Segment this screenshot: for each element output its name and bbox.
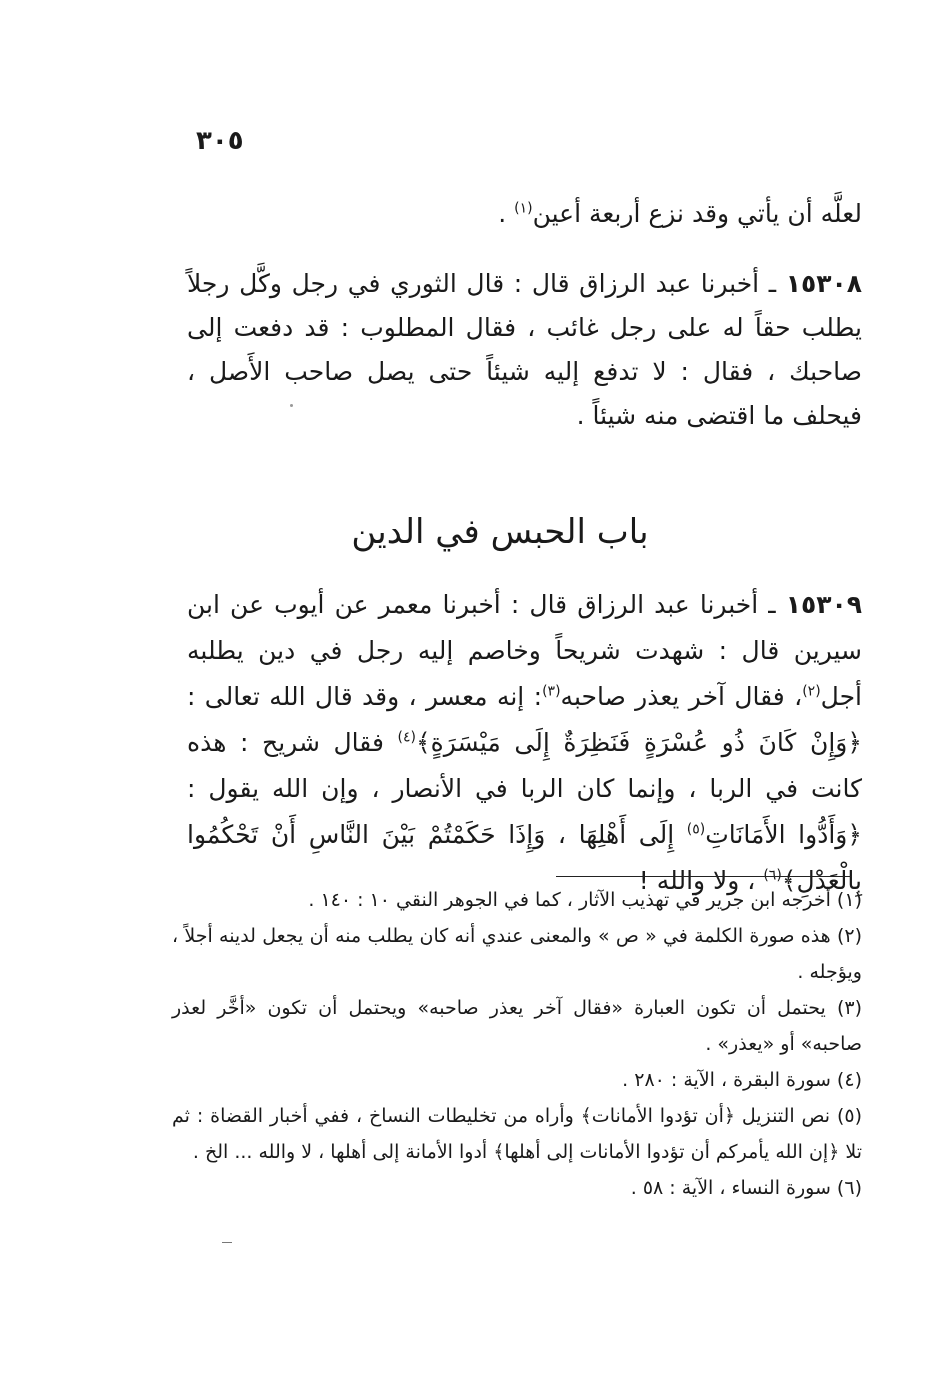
entry-15308 bbox=[187, 262, 862, 438]
footnote-3: (٣) يحتمل أن تكون العبارة «فقال آخر يعذر صاحبه» ويحتمل أن تكون «أخَّر لعذر صاحبه» أو «يعذر» . bbox=[172, 997, 862, 1055]
footnote-ref-1: (١) bbox=[514, 200, 533, 217]
intro-paragraph bbox=[187, 192, 862, 236]
entry-text-3: : إنه معسر ، وقد قال الله تعالى : ﴿وَإِنْ كَانَ ذُو عُسْرَةٍ فَنَظِرَةٌ إِلَى مَيْسَرَةٍ﴾ bbox=[187, 682, 862, 757]
footnote-ref-2: (٢) bbox=[802, 683, 821, 700]
footnote-2: (٢) هذه صورة الكلمة في « ص » والمعنى عندي أنه كان يطلب منه أن يجعل لدينه أجلاً ، ويؤجله . bbox=[172, 925, 862, 983]
entry-text-6: ، ولا والله ! bbox=[638, 866, 764, 895]
footnote-6: (٦) سورة النساء ، الآية : ٥٨ . bbox=[630, 1177, 862, 1199]
print-speck bbox=[290, 404, 293, 407]
footnote-divider bbox=[556, 876, 852, 877]
entry-text: ـ أخبرنا عبد الرزاق قال : قال الثوري في رجل وكَّل رجلاً يطلب حقاً له على رجل غائب ، فقال المطلوب : قد دفعت إلى صاحبك ، فقال : لا تدفع إليه شيئاً حتى يصل صاحب الأَصل ، فيحلف ما اقتضى منه شيئاً . bbox=[187, 269, 862, 430]
footnotes bbox=[172, 882, 862, 1206]
intro-end: . bbox=[498, 199, 515, 228]
footnote-4: (٤) سورة البقرة ، الآية : ٢٨٠ . bbox=[622, 1069, 862, 1091]
footnote-1: (١) أخرجه ابن جرير في تهذيب الآثار ، كما في الجوهر النقي ١٠ : ١٤٠ . bbox=[308, 889, 862, 911]
entry-number: ١٥٣٠٩ bbox=[785, 590, 862, 619]
entry-text-5: إِلَى أَهْلِهَا ، وَإِذَا حَكَمْتُمْ بَيْنَ النَّاسِ أَنْ تَحْكُمُوا بِالْعَدْلِ﴾ bbox=[187, 820, 862, 895]
entry-15309 bbox=[187, 582, 862, 904]
footnote-ref-6: (٦) bbox=[763, 867, 782, 884]
footnote-ref-4: (٤) bbox=[397, 729, 416, 746]
page-number: ٣٠٥ bbox=[196, 126, 244, 156]
footnote-5: (٥) نص التنزيل ﴿أن تؤدوا الأمانات﴾ وأراه من تخليطات النساخ ، ففي أخبار القضاة : ثم تلا ﴿إن الله يأمركم أن تؤدوا الأمانات إلى أهلها﴾ أدوا الأمانة إلى أهلها ، لا والله ... الخ . bbox=[172, 1105, 862, 1163]
entry-text-4: فقال شريح : هذه كانت في الربا ، وإنما كان الربا في الأنصار ، وإن الله يقول : ﴿وَأَدُّوا الأَمَانَاتِ bbox=[187, 728, 862, 849]
footnote-ref-3: (٣) bbox=[542, 683, 561, 700]
entry-number: ١٥٣٠٨ bbox=[785, 269, 862, 298]
intro-text: لعلَّه أن يأتي وقد نزع أربعة أعين bbox=[532, 199, 862, 228]
entry-text-2: ، فقال آخر يعذر صاحبه bbox=[560, 682, 803, 711]
print-mark bbox=[222, 1242, 232, 1243]
entry-text-1: ـ أخبرنا عبد الرزاق قال : أخبرنا معمر عن أيوب عن ابن سيرين قال : شهدت شريحاً وخاصم إليه رجل في دين يطلبه أجل bbox=[187, 590, 863, 711]
chapter-title: باب الحبس في الدين bbox=[351, 512, 649, 552]
footnote-ref-5: (٥) bbox=[686, 821, 706, 838]
